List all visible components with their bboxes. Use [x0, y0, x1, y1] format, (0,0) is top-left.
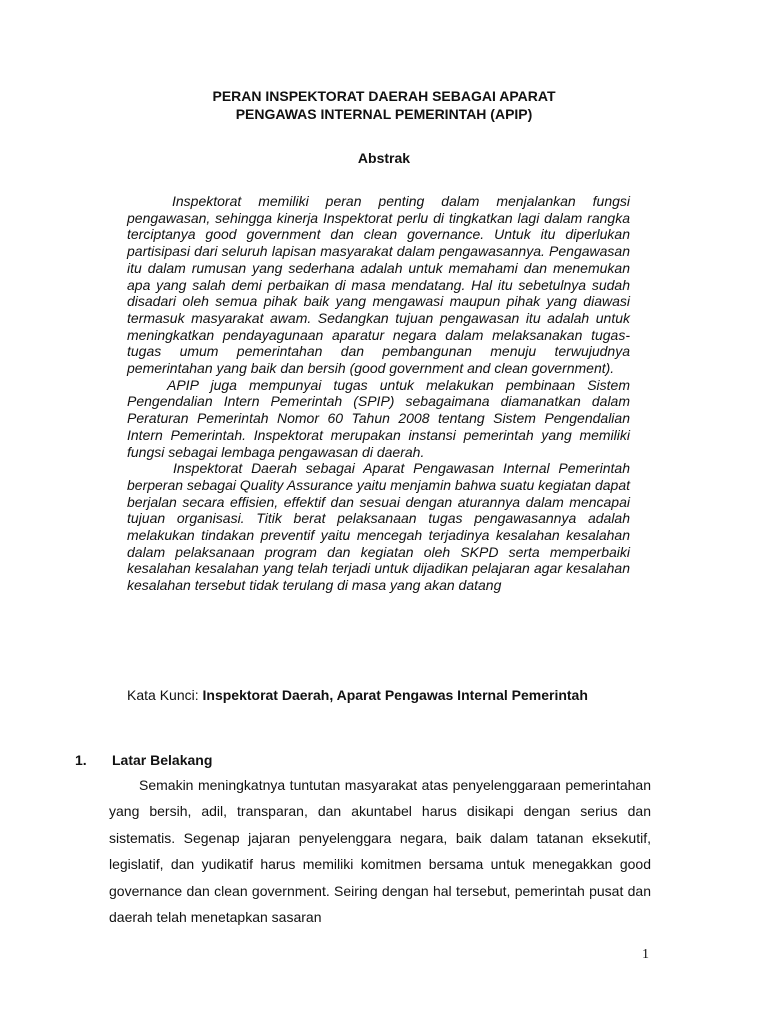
section-body	[109, 772, 651, 930]
abstract-paragraph-3: Inspektorat Daerah sebagai Aparat Pengawasan Internal Pemerintah berperan sebagai Quality Assurance yaitu menjamin bahwa suatu kegiatan dapat berjalan secara effisien, effektif dan sesuai dengan aturannya dalam mencapai tujuan organisasi. Titik berat pelaksanaan tugas pengawasannya adalah melakukan tindakan preventif yaitu mencegah terjadinya kesalahan kesalahan dalam pelaksanaan program dan kegiatan oleh SKPD serta memperbaiki kesalahan kesalahan yang telah terjadi untuk dijadikan pelajaran agar kesalahan kesalahan tersebut tidak terulang di masa yang akan datang	[127, 460, 631, 594]
section-number: 1.	[75, 752, 87, 768]
body-paragraph: Semakin meningkatnya tuntutan masyarakat atas penyelenggaraan pemerintahan yang bersih, adil, transparan, dan akuntabel harus disikapi dengan serius dan sistematis. Segenap jajaran penyelenggara negara, baik dalam tatanan eksekutif, legislatif, dan yudikatif harus memiliki komitmen bersama untuk menegakkan good governance dan clean government. Seiring dengan hal tersebut, pemerintah pusat dan daerah telah menetapkan sasaran	[109, 777, 651, 926]
paper-title-line-2: PENGAWAS INTERNAL PEMERINTAH (APIP)	[235, 106, 533, 122]
section-heading	[75, 752, 212, 768]
abstract-paragraph-2: APIP juga mempunyai tugas untuk melakukan pembinaan Sistem Pengendalian Intern Pemerintah (SPIP) sebagaimana diamanatkan dalam Peraturan Pemerintah Nomor 60 Tahun 2008 tentang Sistem Pengendalian Intern Pemerintah. Inspektorat merupakan instansi pemerintah yang memiliki fungsi sebagai lembaga pengawasan di daerah.	[127, 376, 630, 460]
keywords-label: Kata Kunci:	[127, 687, 199, 703]
abstract-heading: Abstrak	[357, 150, 411, 166]
abstract-body	[127, 193, 630, 594]
paper-title	[0, 87, 768, 123]
page-number: 1	[642, 947, 649, 962]
abstract-paragraph-1: Inspektorat memiliki peran penting dalam menjalankan fungsi pengawasan, sehingga kinerja Inspektorat perlu di tingkatkan lagi dalam rangka terciptanya good government dan clean governance. Untuk itu diperlukan partisipasi dari seluruh lapisan masyarakat dalam pengawasannya. Pengawasan itu dalam rumusan yang sederhana adalah untuk memahami dan menemukan apa yang salah demi perbaikan di masa mendatang. Hal itu sebetulnya sudah disadari oleh semua pihak baik yang mengawasi maupun pihak yang diawasi termasuk masyarakat awam. Sedangkan tujuan pengawasan itu adalah untuk meningkatkan pendayagunaan aparatur negara dalam melaksanakan tugas-tugas umum pemerintahan dan pembangunan menuju terwujudnya pemerintahan yang baik dan bersih (good government and clean government).	[127, 193, 630, 377]
keywords-value: Inspektorat Daerah, Aparat Pengawas Internal Pemerintah	[202, 687, 588, 703]
keywords	[127, 687, 588, 703]
section-title: Latar Belakang	[112, 752, 213, 768]
paper-title-line-1: PERAN INSPEKTORAT DAERAH SEBAGAI APARAT	[212, 88, 556, 104]
